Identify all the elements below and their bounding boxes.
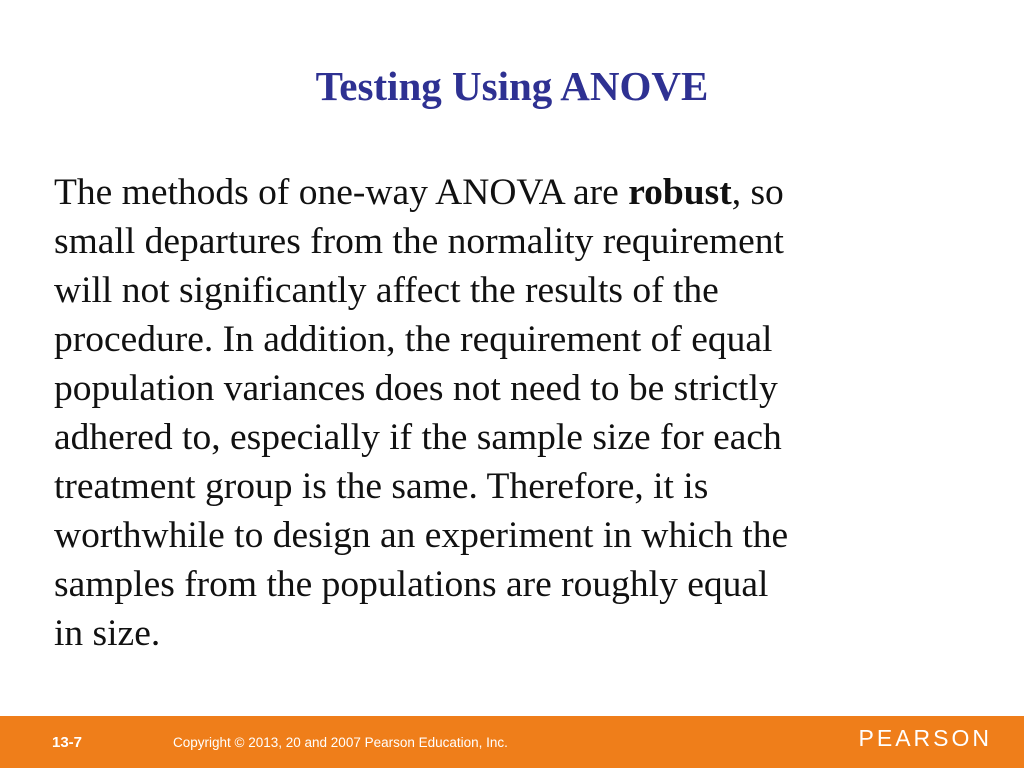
- bold-term-robust: robust: [628, 172, 732, 213]
- body-line-2: small departures from the normality requirement: [54, 221, 784, 262]
- body-line-1: [54, 168, 974, 217]
- slide-number: 13-7: [52, 734, 83, 751]
- body-line-6: adhered to, especially if the sample size for each: [54, 417, 782, 458]
- body-line-9: samples from the populations are roughly equal: [54, 564, 769, 605]
- copyright-notice: Copyright © 2013, 20 and 2007 Pearson Education, Inc.: [173, 735, 508, 750]
- body-line-7: treatment group is the same. Therefore, it is: [54, 466, 709, 507]
- pearson-logo: PEARSON: [858, 725, 992, 751]
- body-line-8: worthwhile to design an experiment in which the: [54, 515, 789, 556]
- body-line-1-start: The methods of one-way ANOVA are: [54, 172, 629, 213]
- body-line-4: procedure. In addition, the requirement of equal: [54, 319, 773, 360]
- slide-body: [54, 168, 974, 658]
- body-line-5: population variances does not need to be strictly: [54, 368, 778, 409]
- slide-title: Testing Using ANOVE: [315, 63, 709, 109]
- footer-bar: [0, 716, 1024, 768]
- body-line-10: in size.: [54, 613, 161, 654]
- body-line-1-end: , so: [731, 172, 784, 213]
- body-line-3: will not significantly affect the results of the: [54, 270, 719, 311]
